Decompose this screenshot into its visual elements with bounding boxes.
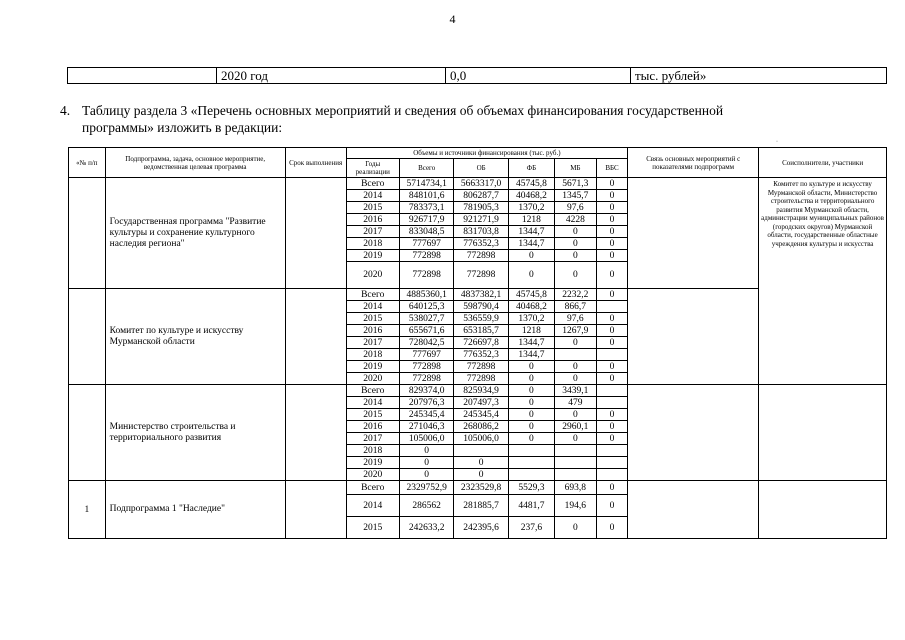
vbs-cell: 0 bbox=[596, 202, 627, 214]
mb-cell: 0 bbox=[554, 433, 596, 445]
paragraph-line-2: программы» изложить в редакции: bbox=[82, 120, 283, 135]
mb-cell: 0 bbox=[554, 517, 596, 539]
page-number: 4 bbox=[449, 12, 456, 26]
header-fb: ФБ bbox=[508, 159, 554, 178]
header-vbs: ВБС bbox=[596, 159, 627, 178]
year-cell: 2020 bbox=[346, 373, 399, 385]
top-value-cell: 0,0 bbox=[446, 68, 631, 84]
vbs-cell: 0 bbox=[596, 421, 627, 433]
ob-cell: 268086,2 bbox=[454, 421, 508, 433]
ob-cell: 825934,9 bbox=[454, 385, 508, 397]
row-number-cell: 1 bbox=[69, 481, 106, 539]
vbs-cell: 0 bbox=[596, 373, 627, 385]
mb-cell: 0 bbox=[554, 262, 596, 289]
total-cell: 777697 bbox=[399, 238, 453, 250]
fb-cell bbox=[508, 457, 554, 469]
year-cell: 2019 bbox=[346, 457, 399, 469]
header-years: Годы реализации bbox=[346, 159, 399, 178]
year-cell: Всего bbox=[346, 481, 399, 495]
ob-cell: 726697,8 bbox=[454, 337, 508, 349]
ob-cell: 772898 bbox=[454, 373, 508, 385]
year-cell: 2015 bbox=[346, 409, 399, 421]
fb-cell: 0 bbox=[508, 373, 554, 385]
fb-cell: 0 bbox=[508, 433, 554, 445]
program-name-cell: Министерство строительства и территориального развития bbox=[105, 385, 285, 481]
mb-cell: 0 bbox=[554, 337, 596, 349]
vbs-cell: 0 bbox=[596, 325, 627, 337]
amendment-paragraph bbox=[60, 102, 880, 136]
mb-cell: 4228 bbox=[554, 214, 596, 226]
mb-cell: 3439,1 bbox=[554, 385, 596, 397]
total-cell: 245345,4 bbox=[399, 409, 453, 421]
table-row bbox=[69, 178, 887, 190]
total-cell: 242633,2 bbox=[399, 517, 453, 539]
mb-cell: 97,6 bbox=[554, 313, 596, 325]
vbs-cell: 0 bbox=[596, 226, 627, 238]
total-cell: 538027,7 bbox=[399, 313, 453, 325]
term-cell bbox=[285, 289, 346, 385]
table-row bbox=[69, 481, 887, 495]
year-cell: 2014 bbox=[346, 190, 399, 202]
total-cell: 271046,3 bbox=[399, 421, 453, 433]
year-cell: 2014 bbox=[346, 495, 399, 517]
mb-cell: 0 bbox=[554, 409, 596, 421]
ob-cell: 921271,9 bbox=[454, 214, 508, 226]
total-cell: 105006,0 bbox=[399, 433, 453, 445]
fb-cell: 40468,2 bbox=[508, 301, 554, 313]
year-cell: 2019 bbox=[346, 250, 399, 262]
fb-cell: 1344,7 bbox=[508, 226, 554, 238]
mb-cell: 1345,7 bbox=[554, 190, 596, 202]
mb-cell: 0 bbox=[554, 361, 596, 373]
fb-cell: 0 bbox=[508, 361, 554, 373]
fb-cell: 1344,7 bbox=[508, 238, 554, 250]
total-cell: 772898 bbox=[399, 262, 453, 289]
ob-cell: 0 bbox=[454, 457, 508, 469]
header-num: «№ п/п bbox=[69, 148, 106, 178]
total-cell: 848101,6 bbox=[399, 190, 453, 202]
vbs-cell: 0 bbox=[596, 238, 627, 250]
paragraph-number: 4. bbox=[60, 103, 71, 118]
mb-cell: 194,6 bbox=[554, 495, 596, 517]
vbs-cell bbox=[596, 385, 627, 397]
year-cell: 2016 bbox=[346, 214, 399, 226]
total-cell: 640125,3 bbox=[399, 301, 453, 313]
mb-cell: 693,8 bbox=[554, 481, 596, 495]
fb-cell: 1344,7 bbox=[508, 337, 554, 349]
vbs-cell: 0 bbox=[596, 361, 627, 373]
year-cell: 2014 bbox=[346, 397, 399, 409]
total-cell: 829374,0 bbox=[399, 385, 453, 397]
ob-cell: 2323529,8 bbox=[454, 481, 508, 495]
row-number-cell bbox=[69, 289, 106, 385]
term-cell bbox=[285, 481, 346, 539]
mb-cell bbox=[554, 457, 596, 469]
program-name-cell: Комитет по культуре и искусству Мурманской области bbox=[105, 289, 285, 385]
ob-cell: 281885,7 bbox=[454, 495, 508, 517]
total-cell: 772898 bbox=[399, 250, 453, 262]
term-cell bbox=[285, 178, 346, 289]
mb-cell: 0 bbox=[554, 373, 596, 385]
fb-cell bbox=[508, 445, 554, 457]
vbs-cell: 0 bbox=[596, 409, 627, 421]
program-name-cell: Государственная программа "Развитие культуры и сохранение культурного наследия региона" bbox=[105, 178, 285, 289]
fb-cell: 1344,7 bbox=[508, 349, 554, 361]
ob-cell: 242395,6 bbox=[454, 517, 508, 539]
mb-cell: 5671,3 bbox=[554, 178, 596, 190]
indicator-link-cell bbox=[628, 481, 759, 539]
ob-cell: 105006,0 bbox=[454, 433, 508, 445]
ob-cell: 653185,7 bbox=[454, 325, 508, 337]
header-name: Подпрограмма, задача, основное мероприятие, ведомственная целевая программа bbox=[105, 148, 285, 178]
fb-cell: 1370,2 bbox=[508, 202, 554, 214]
vbs-cell: 0 bbox=[596, 289, 627, 301]
vbs-cell bbox=[596, 301, 627, 313]
vbs-cell bbox=[596, 349, 627, 361]
total-cell: 0 bbox=[399, 469, 453, 481]
fb-cell: 0 bbox=[508, 250, 554, 262]
total-cell: 728042,5 bbox=[399, 337, 453, 349]
header-total: Всего bbox=[399, 159, 453, 178]
year-cell: Всего bbox=[346, 289, 399, 301]
vbs-cell: 0 bbox=[596, 481, 627, 495]
vbs-cell bbox=[596, 445, 627, 457]
mb-cell: 2232,2 bbox=[554, 289, 596, 301]
ob-cell: 776352,3 bbox=[454, 349, 508, 361]
total-cell: 207976,3 bbox=[399, 397, 453, 409]
fb-cell: 0 bbox=[508, 385, 554, 397]
year-cell: 2020 bbox=[346, 469, 399, 481]
mb-cell: 2960,1 bbox=[554, 421, 596, 433]
vbs-cell bbox=[596, 457, 627, 469]
fb-cell: 0 bbox=[508, 397, 554, 409]
total-cell: 0 bbox=[399, 457, 453, 469]
year-cell: 2019 bbox=[346, 361, 399, 373]
ob-cell: 0 bbox=[454, 469, 508, 481]
stray-mark: · bbox=[776, 139, 778, 145]
vbs-cell: 0 bbox=[596, 495, 627, 517]
total-cell: 5714734,1 bbox=[399, 178, 453, 190]
financing-table bbox=[68, 147, 887, 539]
header-volumes: Объемы и источники финансирования (тыс. руб.) bbox=[346, 148, 628, 159]
vbs-cell: 0 bbox=[596, 250, 627, 262]
total-cell: 783373,1 bbox=[399, 202, 453, 214]
ob-cell: 806287,7 bbox=[454, 190, 508, 202]
term-cell bbox=[285, 385, 346, 481]
fb-cell: 40468,2 bbox=[508, 190, 554, 202]
mb-cell: 0 bbox=[554, 238, 596, 250]
header-link: Связь основных мероприятий с показателями подпрограмм bbox=[628, 148, 759, 178]
executors-cell bbox=[759, 385, 887, 481]
year-cell: 2015 bbox=[346, 313, 399, 325]
fb-cell: 1218 bbox=[508, 214, 554, 226]
year-cell: 2015 bbox=[346, 517, 399, 539]
header-ob: ОБ bbox=[454, 159, 508, 178]
year-cell: 2017 bbox=[346, 337, 399, 349]
year-cell: 2018 bbox=[346, 349, 399, 361]
vbs-cell bbox=[596, 469, 627, 481]
header-mb: МБ bbox=[554, 159, 596, 178]
paragraph-line-1: Таблицу раздела 3 «Перечень основных мероприятий и сведения об объемах финансирования государственной bbox=[82, 103, 724, 118]
year-cell: 2018 bbox=[346, 238, 399, 250]
mb-cell: 0 bbox=[554, 226, 596, 238]
row-number-cell bbox=[69, 178, 106, 289]
fb-cell: 45745,8 bbox=[508, 178, 554, 190]
fb-cell: 1218 bbox=[508, 325, 554, 337]
top-year-cell: 2020 год bbox=[217, 68, 446, 84]
indicator-link-cell bbox=[628, 178, 759, 289]
vbs-cell: 0 bbox=[596, 517, 627, 539]
row-number-cell bbox=[69, 385, 106, 481]
total-cell: 772898 bbox=[399, 373, 453, 385]
fb-cell bbox=[508, 469, 554, 481]
ob-cell: 5663317,0 bbox=[454, 178, 508, 190]
mb-cell: 97,6 bbox=[554, 202, 596, 214]
fb-cell: 5529,3 bbox=[508, 481, 554, 495]
ob-cell: 598790,4 bbox=[454, 301, 508, 313]
indicator-link-cell bbox=[628, 289, 759, 385]
ob-cell: 781905,3 bbox=[454, 202, 508, 214]
year-cell: 2020 bbox=[346, 262, 399, 289]
table-row bbox=[69, 385, 887, 397]
fb-cell: 0 bbox=[508, 409, 554, 421]
vbs-cell: 0 bbox=[596, 214, 627, 226]
mb-cell bbox=[554, 469, 596, 481]
ob-cell: 772898 bbox=[454, 250, 508, 262]
total-cell: 772898 bbox=[399, 361, 453, 373]
vbs-cell: 0 bbox=[596, 190, 627, 202]
vbs-cell: 0 bbox=[596, 262, 627, 289]
year-cell: 2017 bbox=[346, 433, 399, 445]
executors-cell bbox=[759, 481, 887, 539]
year-cell: 2016 bbox=[346, 421, 399, 433]
mb-cell: 479 bbox=[554, 397, 596, 409]
year-cell: 2016 bbox=[346, 325, 399, 337]
ob-cell: 536559,9 bbox=[454, 313, 508, 325]
fb-cell: 237,6 bbox=[508, 517, 554, 539]
mb-cell bbox=[554, 445, 596, 457]
vbs-cell: 0 bbox=[596, 178, 627, 190]
year-cell: Всего bbox=[346, 385, 399, 397]
vbs-cell bbox=[596, 397, 627, 409]
total-cell: 286562 bbox=[399, 495, 453, 517]
vbs-cell: 0 bbox=[596, 337, 627, 349]
fb-cell: 45745,8 bbox=[508, 289, 554, 301]
ob-cell: 776352,3 bbox=[454, 238, 508, 250]
header-term: Срок выполнения bbox=[285, 148, 346, 178]
year-cell: 2014 bbox=[346, 301, 399, 313]
program-name-cell: Подпрограмма 1 "Наследие" bbox=[105, 481, 285, 539]
previous-table-tail bbox=[67, 67, 887, 84]
ob-cell bbox=[454, 445, 508, 457]
header-executors: Соисполнители, участники bbox=[759, 148, 887, 178]
vbs-cell: 0 bbox=[596, 433, 627, 445]
total-cell: 2329752,9 bbox=[399, 481, 453, 495]
year-cell: 2017 bbox=[346, 226, 399, 238]
ob-cell: 4837382,1 bbox=[454, 289, 508, 301]
total-cell: 926717,9 bbox=[399, 214, 453, 226]
executors-cell: Комитет по культуре и искусству Мурманской области, Министерство строительства и территориального развития Мурманской области, администрации муниципальных районов (городских округов) Мурманской области, государственные областные учреждения культуры и искусства bbox=[759, 178, 887, 385]
top-unit-cell: тыс. рублей» bbox=[631, 68, 887, 84]
ob-cell: 207497,3 bbox=[454, 397, 508, 409]
fb-cell: 0 bbox=[508, 421, 554, 433]
mb-cell: 866,7 bbox=[554, 301, 596, 313]
indicator-link-cell bbox=[628, 385, 759, 481]
vbs-cell: 0 bbox=[596, 313, 627, 325]
mb-cell: 1267,9 bbox=[554, 325, 596, 337]
ob-cell: 772898 bbox=[454, 361, 508, 373]
year-cell: 2015 bbox=[346, 202, 399, 214]
fb-cell: 1370,2 bbox=[508, 313, 554, 325]
mb-cell bbox=[554, 349, 596, 361]
total-cell: 4885360,1 bbox=[399, 289, 453, 301]
total-cell: 0 bbox=[399, 445, 453, 457]
ob-cell: 831703,8 bbox=[454, 226, 508, 238]
top-blank-cell bbox=[68, 68, 217, 84]
year-cell: Всего bbox=[346, 178, 399, 190]
total-cell: 833048,5 bbox=[399, 226, 453, 238]
year-cell: 2018 bbox=[346, 445, 399, 457]
mb-cell: 0 bbox=[554, 250, 596, 262]
total-cell: 777697 bbox=[399, 349, 453, 361]
fb-cell: 4481,7 bbox=[508, 495, 554, 517]
ob-cell: 245345,4 bbox=[454, 409, 508, 421]
fb-cell: 0 bbox=[508, 262, 554, 289]
ob-cell: 772898 bbox=[454, 262, 508, 289]
total-cell: 655671,6 bbox=[399, 325, 453, 337]
